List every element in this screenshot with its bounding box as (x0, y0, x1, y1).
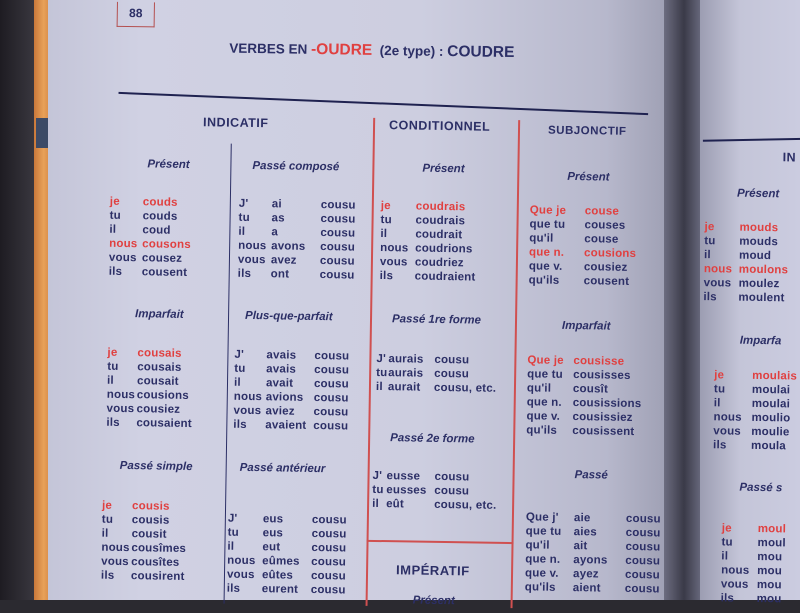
pronoun: tu (713, 383, 726, 396)
verb-form: aurais (388, 353, 424, 366)
pronoun: qu'ils (526, 424, 558, 437)
pronoun: je (101, 499, 113, 512)
pronoun: ils (106, 416, 120, 429)
verb-form: eusses (386, 484, 427, 497)
verb-form: cousissent (572, 425, 635, 439)
pronoun: que n. (526, 396, 562, 409)
tense-heading-ind-imparfait: Imparfait (134, 308, 184, 321)
pronoun: Que je (529, 204, 567, 217)
pronoun: ils (712, 439, 727, 452)
pronoun: que tu (529, 218, 566, 231)
verb-form: cousions (584, 247, 637, 261)
verb-form: avait (265, 377, 294, 390)
title-prefix: VERBES EN (229, 40, 312, 57)
verb-form: moulent (738, 291, 785, 305)
title-ending: -OUDRE (310, 40, 373, 59)
page-number: 88 (117, 2, 155, 28)
verb-form: avais (266, 349, 297, 362)
verb-form: cousu, etc. (433, 381, 497, 395)
tense-heading-ind-passe-anterieur: Passé antérieur (239, 461, 326, 476)
verb-form: cousu (313, 419, 349, 433)
verb-form: cousu (314, 363, 350, 377)
pronoun: vous (703, 277, 732, 290)
pronoun: nous (703, 263, 733, 276)
verb-form: mouds (739, 221, 779, 235)
verb-form: aie (573, 512, 591, 525)
verb-form: avaient (265, 419, 307, 432)
pronoun: je (704, 221, 715, 234)
pronoun: il (238, 225, 246, 238)
verb-form: moulons (738, 263, 789, 277)
pronoun: tu (721, 536, 733, 549)
verb-form: ont (270, 268, 290, 281)
verb-form: ayons (573, 554, 608, 567)
verb-form: ayez (572, 568, 599, 581)
verb-form: cousu (434, 484, 470, 498)
tense-heading-p2-imparfait: Imparfa (739, 334, 782, 348)
verb-form: cousu (434, 367, 470, 381)
verb-form: cousis (131, 500, 170, 513)
pronoun: qu'ils (524, 581, 556, 594)
pronoun: J' (238, 197, 249, 210)
verb-form: cousu (625, 554, 661, 568)
verb-form: coudrais (415, 200, 466, 214)
verb-form: moulais (752, 369, 798, 383)
verb-form: avons (271, 240, 306, 253)
verb-form: cousait (136, 375, 179, 388)
pronoun: vous (237, 253, 266, 267)
verb-form: cousisses (573, 369, 631, 382)
section-subjonctif: SUBJONCTIF (547, 124, 627, 138)
verb-form: moulai (751, 383, 791, 397)
verb-form: moulie (751, 425, 790, 439)
verb-form: cousent (141, 266, 188, 279)
pronoun: nous (227, 554, 256, 568)
pronoun: tu (101, 513, 114, 526)
verb-form: aurait (387, 381, 421, 394)
pronoun: il (106, 374, 114, 387)
section-imperatif: IMPÉRATIF (395, 562, 470, 579)
pronoun: qu'il (526, 382, 552, 395)
verb-form: mou (757, 564, 783, 578)
verb-form: aient (572, 582, 601, 595)
right-page-rule (703, 138, 800, 142)
pronoun: tu (234, 362, 246, 375)
verb-form: cousîmes (131, 542, 187, 555)
tense-heading-subj-present: Présent (567, 170, 610, 184)
verb-form: coud (142, 224, 171, 237)
pronoun: tu (107, 360, 119, 373)
pronoun: ils (108, 265, 123, 278)
pronoun: vous (108, 251, 137, 265)
pronoun: nous (238, 239, 267, 253)
title-type: (2e type) : (379, 42, 444, 59)
pronoun: que tu (527, 368, 563, 381)
verb-form: avions (265, 391, 304, 404)
verb-form: cousis (131, 514, 170, 527)
verb-form: eût (386, 498, 405, 511)
pronoun: je (714, 369, 725, 382)
pronoun: vous (233, 404, 262, 418)
verb-form: cousais (137, 347, 182, 360)
verb-form: cousu (311, 527, 347, 541)
pronoun: Que je (527, 354, 564, 367)
verb-form: eus (262, 527, 284, 540)
pronoun: tu (380, 214, 392, 227)
verb-form: aies (573, 526, 597, 539)
imperatif-present-heading: Présent (412, 594, 455, 608)
verb-form: cousu (625, 540, 661, 554)
verb-form: cousissions (572, 397, 642, 411)
verb-form: cousions (136, 389, 189, 403)
tense-heading-ind-passe-simple: Passé simple (119, 459, 193, 474)
pronoun: que tu (525, 525, 562, 538)
verb-form: mou (756, 592, 782, 606)
pronoun: je (721, 522, 732, 535)
pronoun: tu (372, 483, 384, 497)
verb-form: couds (142, 196, 178, 209)
verb-form: avez (270, 254, 297, 267)
verb-form: cousu (625, 526, 661, 540)
verb-form: aviez (265, 405, 295, 418)
pronoun: il (375, 380, 383, 394)
title-verb: COUDRE (447, 43, 515, 62)
pronoun: ils (703, 291, 717, 304)
verb-form: aurais (388, 367, 424, 380)
verb-form: cousu (624, 568, 661, 582)
verb-form: coudriez (414, 256, 464, 270)
verb-form: cousons (142, 238, 191, 252)
verb-form: cousit (131, 528, 167, 541)
pronoun: J' (227, 512, 238, 525)
pronoun: vous (101, 555, 129, 569)
verb-form: coudrais (415, 214, 466, 228)
verb-form: cousu (624, 582, 660, 596)
pronoun: je (107, 346, 118, 359)
tense-heading-cond-passe-1: Passé 1re forme (391, 313, 481, 327)
pronoun: nous (233, 390, 263, 404)
verb-form: cousu (320, 241, 356, 254)
pronoun: qu'il (525, 539, 550, 552)
pronoun: il (721, 550, 729, 563)
row-divider-red (367, 540, 514, 544)
verb-form: cousu, etc. (434, 498, 497, 512)
column-divider-red (366, 118, 376, 606)
verb-form: cousu (313, 405, 349, 419)
pronoun: J' (372, 469, 383, 483)
verb-form: coudrait (415, 228, 463, 242)
verb-form: moulio (751, 411, 791, 425)
verb-form: cousu (319, 255, 355, 268)
tense-heading-p2-present: Présent (736, 187, 780, 201)
verb-form: cousu (434, 470, 470, 484)
page-title (229, 40, 514, 62)
verb-form: ait (573, 540, 588, 553)
pronoun: nous (101, 541, 130, 555)
verb-form: cousu (311, 555, 347, 569)
pronoun: nous (106, 388, 136, 402)
column-divider-red (511, 120, 521, 608)
pronoun: il (227, 540, 235, 553)
tense-heading-ind-passe-compose: Passé composé (252, 159, 340, 174)
verb-form: cousiez (583, 261, 628, 274)
verb-form: couse (584, 233, 619, 246)
verb-form: cousais (137, 361, 182, 374)
pronoun: nous (380, 242, 409, 255)
verb-form: coudrions (415, 242, 473, 256)
verb-form: cousent (583, 275, 630, 288)
verb-form: cousîtes (131, 556, 180, 569)
pronoun: tu (109, 209, 121, 222)
verb-form: cousu (434, 353, 470, 367)
pronoun: tu (238, 211, 250, 224)
pronoun: il (380, 228, 388, 241)
pronoun: nous (713, 411, 742, 424)
verb-form: ai (271, 198, 282, 211)
verb-form: moud (738, 249, 772, 263)
pronoun: tu (227, 526, 240, 539)
right-page-section: IN (782, 150, 797, 165)
section-indicatif: INDICATIF (202, 115, 269, 131)
verb-form: coudraient (414, 270, 476, 284)
verb-form: cousu (310, 583, 346, 597)
verb-form: mouds (739, 235, 779, 249)
pronoun: vous (379, 256, 408, 269)
verb-form: cousez (141, 252, 183, 265)
tense-heading-subj-passe: Passé (574, 469, 608, 482)
verb-form: moula (750, 439, 787, 453)
pronoun: ils (100, 569, 115, 582)
verb-form: cousu (320, 227, 356, 240)
verb-form: cousu (313, 391, 349, 405)
pronoun: ils (233, 418, 247, 431)
verb-form: eurent (261, 583, 299, 596)
pronoun: tu (376, 366, 388, 380)
tense-heading-cond-passe-2: Passé 2e forme (390, 432, 475, 446)
pronoun: qu'il (529, 232, 554, 245)
pronoun: ils (237, 267, 252, 280)
verb-form: eus (262, 513, 284, 526)
pronoun: il (372, 497, 380, 511)
verb-form: cousu (313, 377, 349, 391)
pronoun: je (109, 195, 120, 208)
pronoun: ils (720, 592, 735, 605)
title-rule (118, 92, 648, 115)
verb-form: as (271, 212, 285, 225)
tense-heading-subj-imparfait: Imparfait (561, 319, 611, 333)
verb-form: cousaient (136, 417, 192, 431)
verb-form: eut (262, 541, 281, 554)
verb-form: cousirent (130, 570, 185, 583)
pronoun: que v. (524, 567, 559, 580)
pronoun: nous (109, 237, 138, 251)
verb-form: cousu (314, 349, 350, 363)
tense-heading-cond-present: Présent (422, 162, 465, 176)
verb-form: eûmes (262, 555, 300, 568)
pronoun: J' (234, 348, 245, 361)
verb-form: moulez (738, 277, 780, 291)
pronoun: J' (376, 352, 387, 366)
tense-heading-ind-plus-que-parfait: Plus-que-parfait (244, 309, 333, 324)
verb-form: couse (584, 205, 620, 218)
verb-form: cousu (625, 512, 661, 526)
verb-form: eusse (386, 470, 421, 483)
verb-form: cousiez (136, 403, 181, 416)
pronoun: que v. (526, 410, 561, 423)
pronoun: vous (713, 425, 742, 438)
verb-form: eûtes (261, 569, 294, 582)
section-conditionnel: CONDITIONNEL (388, 118, 491, 134)
verb-form: a (271, 226, 279, 239)
pronoun: vous (720, 578, 749, 591)
pronoun: il (109, 223, 117, 236)
pronoun: que n. (525, 553, 561, 566)
tense-heading-ind-present: Présent (147, 158, 190, 171)
pronoun: ils (379, 269, 394, 283)
pronoun: que v. (528, 260, 563, 273)
pronoun: il (233, 376, 241, 389)
verb-form: moul (757, 522, 787, 536)
verb-form: mou (756, 578, 782, 592)
pronoun: il (713, 397, 721, 410)
tense-heading-p2-passe-simple: Passé s (739, 481, 783, 495)
pronoun: vous (106, 402, 135, 416)
verb-form: couds (142, 210, 178, 223)
pronoun: tu (704, 235, 716, 248)
pronoun: ils (226, 582, 241, 595)
verb-form: cousu (310, 569, 346, 583)
pronoun: qu'ils (528, 274, 560, 287)
pronoun: nous (721, 564, 750, 577)
verb-form: cousissiez (572, 411, 633, 424)
verb-form: cousu (311, 541, 347, 555)
verb-form: avais (266, 363, 297, 376)
verb-form: couses (584, 219, 626, 232)
pronoun: que n. (529, 246, 565, 259)
pronoun: il (101, 527, 109, 540)
pronoun: je (380, 200, 391, 213)
verb-form: cousît (572, 383, 609, 396)
verb-form: cousu (320, 199, 356, 212)
pronoun: il (703, 249, 711, 262)
verb-form: moul (757, 536, 786, 550)
pronoun: Que j' (525, 511, 559, 524)
verb-form: cousu (319, 269, 355, 282)
verb-form: moulai (751, 397, 791, 411)
verb-form: mou (757, 550, 783, 564)
verb-form: cousu (311, 513, 347, 527)
verb-form: cousisse (573, 355, 625, 368)
pronoun: vous (226, 568, 255, 582)
verb-form: cousu (320, 213, 356, 226)
